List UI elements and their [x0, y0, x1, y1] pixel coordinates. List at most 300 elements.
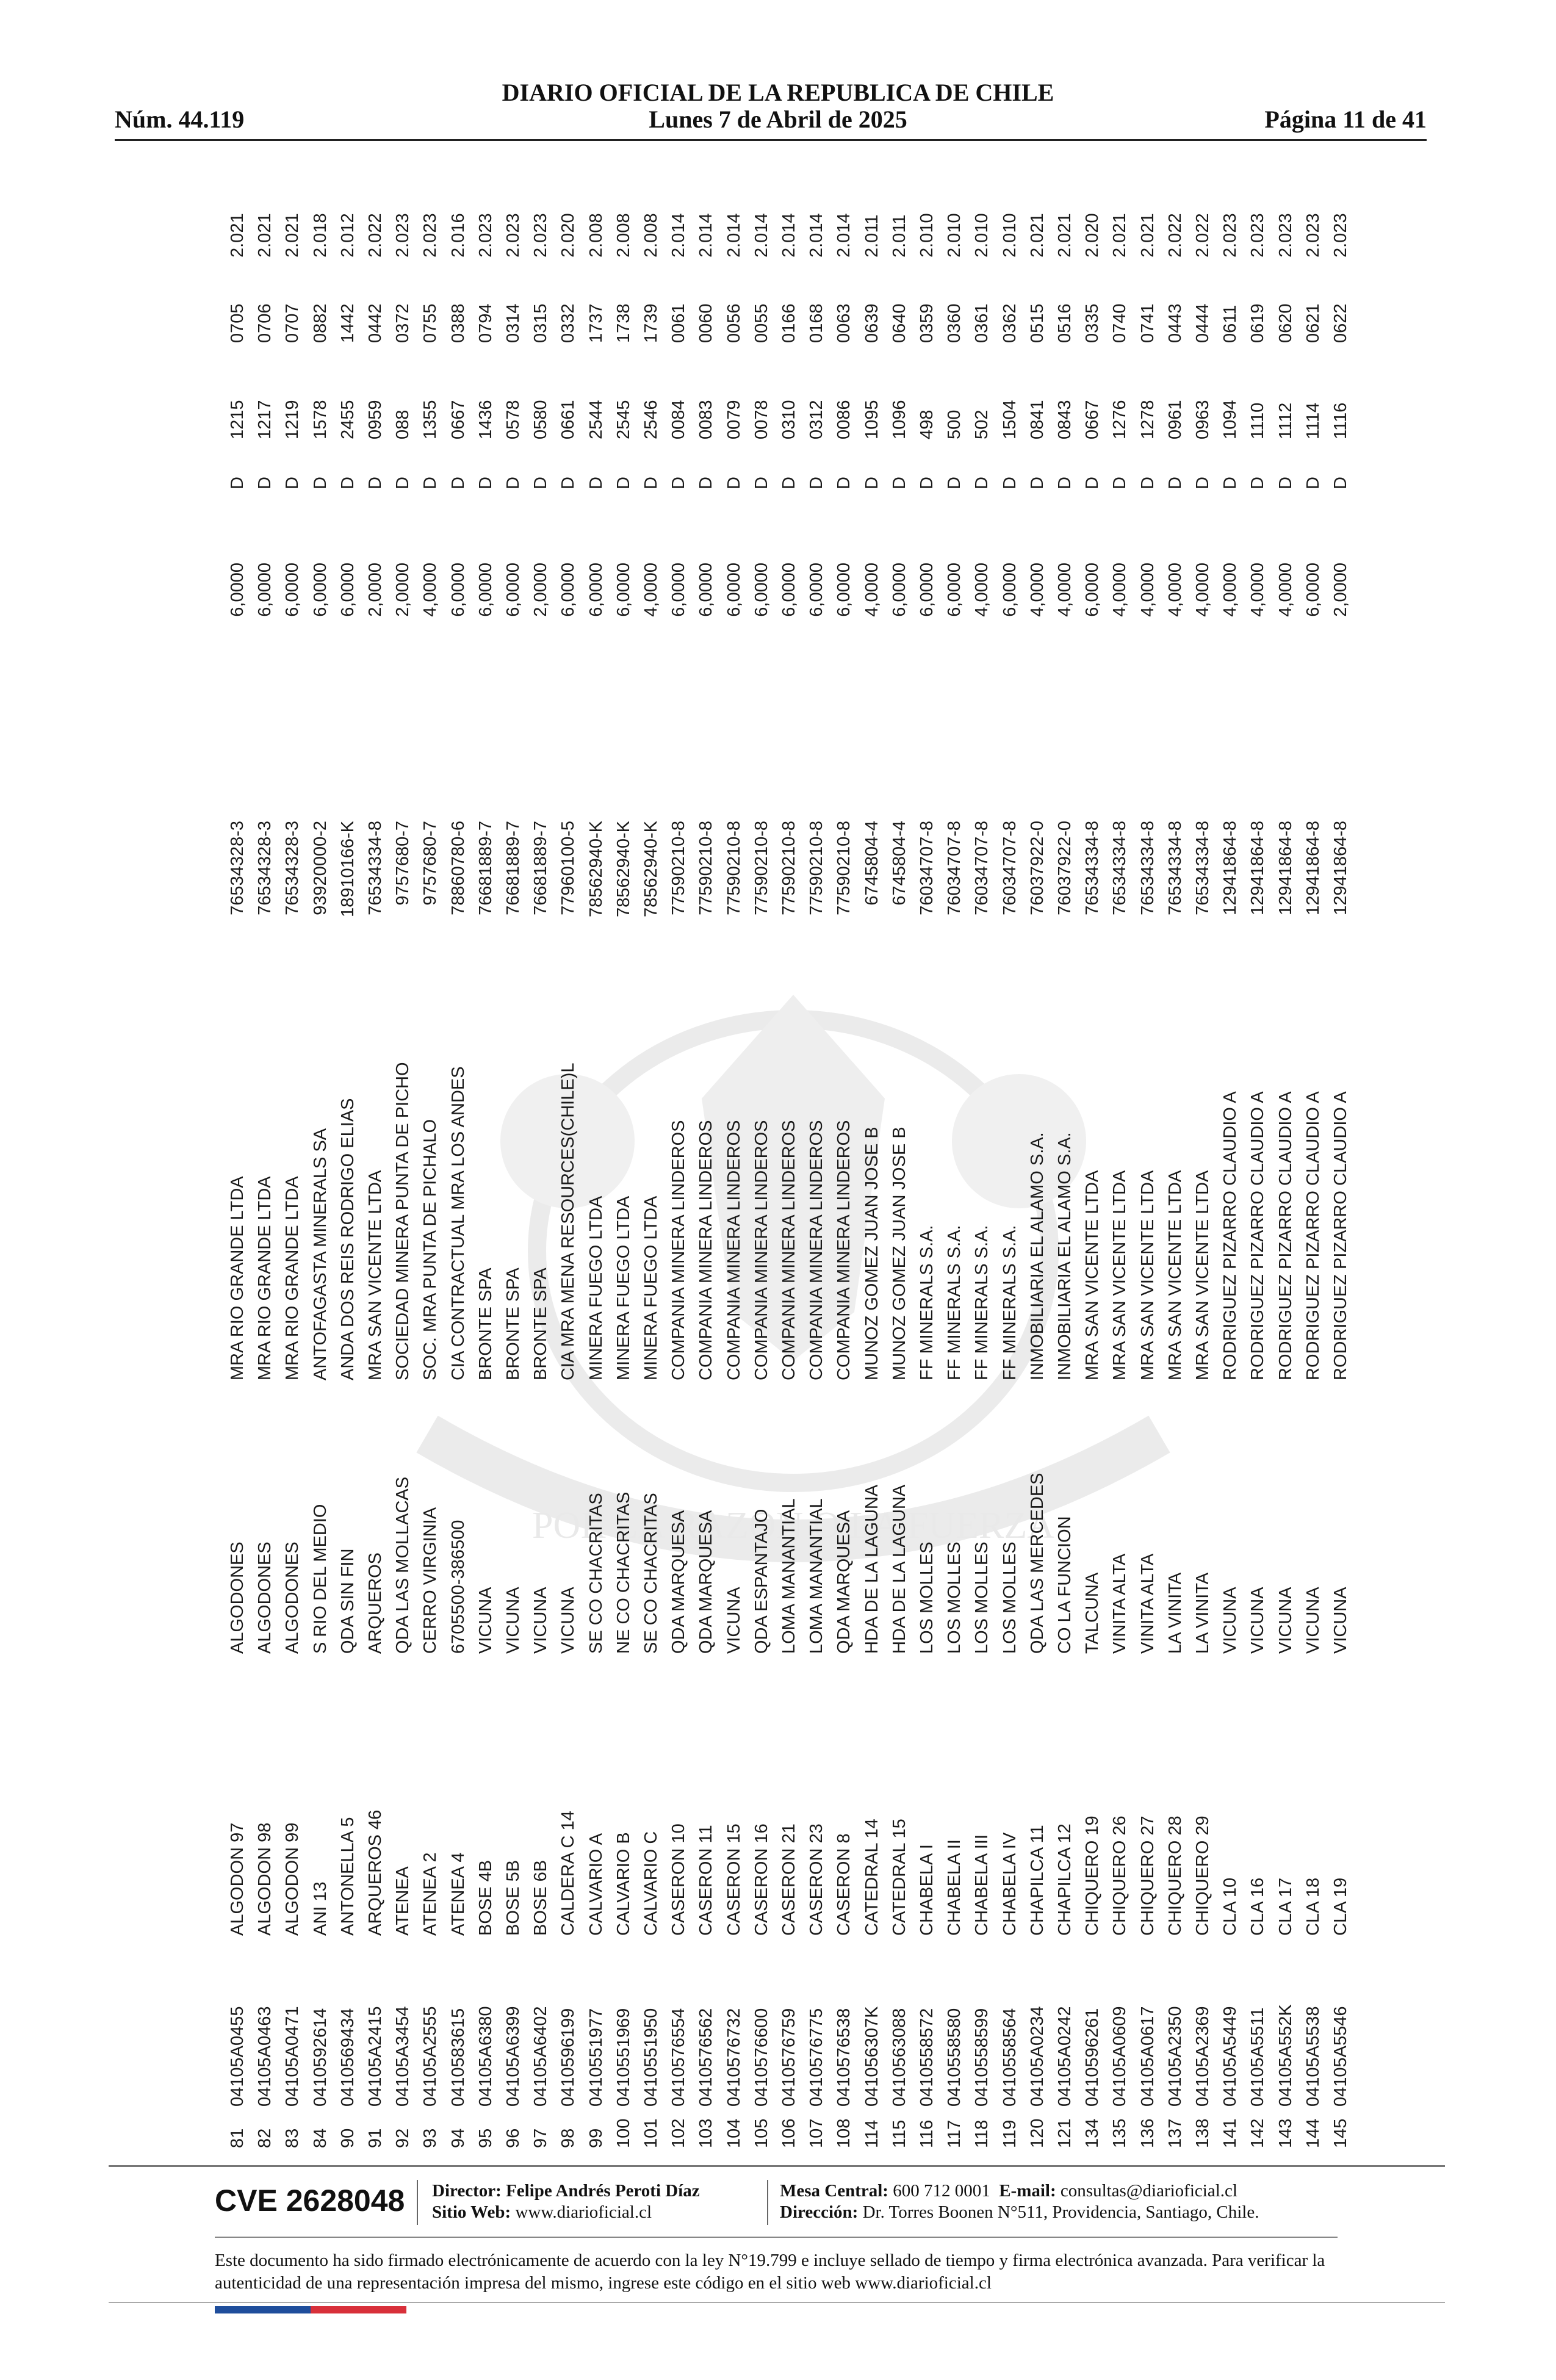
ref-b: 0444 [1193, 303, 1212, 343]
locality: VICUNA [531, 1587, 551, 1654]
row-number: 96 [503, 2128, 523, 2148]
rol-code: 041056307K [862, 2006, 882, 2107]
owner-name: FF MINERALS S.A. [945, 1225, 965, 1380]
amount: 4,0000 [862, 563, 882, 617]
locality: QDA MARQUESA [834, 1510, 854, 1654]
owner-name: FF MINERALS S.A. [972, 1225, 992, 1380]
table-row [1025, 204, 1051, 2148]
concession-name: CHIQUERO 28 [1165, 1816, 1185, 1936]
owner-rut: 76034707-8 [972, 821, 992, 915]
locality: QDA MARQUESA [696, 1510, 716, 1654]
ref-a: 1504 [1000, 400, 1020, 439]
owner-name: MRA RIO GRANDE LTDA [228, 1176, 247, 1380]
ref-a: 0078 [751, 400, 771, 439]
locality: LOS MOLLES [917, 1542, 937, 1654]
rol-code: 0410583615 [448, 2008, 468, 2107]
amount: 4,0000 [1248, 563, 1268, 617]
rol-code: 04105A6399 [503, 2006, 523, 2107]
ref-a: 1355 [420, 400, 441, 439]
ref-a: 0083 [696, 400, 716, 439]
owner-name: COMPANIA MINERA LINDEROS [807, 1120, 827, 1380]
owner-rut: 76534328-3 [255, 821, 275, 915]
row-number: 93 [420, 2128, 441, 2148]
footer-rule [109, 2302, 1445, 2303]
email-label: E-mail: [999, 2181, 1056, 2201]
rol-code: 04105A0234 [1027, 2006, 1047, 2107]
locality: SE CO CHACRITAS [586, 1493, 606, 1654]
ref-a: 0843 [1055, 400, 1075, 439]
ref-a: 0661 [558, 400, 578, 439]
owner-name: RODRIGUEZ PIZARRO CLAUDIO A [1275, 1091, 1295, 1380]
locality: LOMA MANANTIAL [807, 1498, 827, 1654]
concession-name: ALGODON 97 [228, 1822, 247, 1936]
amount: 4,0000 [1275, 563, 1295, 617]
ref-b: 0639 [862, 303, 882, 343]
rol-code: 04105A0455 [228, 2006, 247, 2107]
footer-contact [780, 2181, 1237, 2201]
owner-name: BRONTE SPA [503, 1268, 523, 1380]
concession-name: ATENEA [393, 1866, 413, 1936]
amount: 6,0000 [724, 563, 744, 617]
ref-a: 1116 [1331, 402, 1350, 439]
owner-name: INMOBILIARIA EL ALAMO S.A. [1055, 1132, 1075, 1380]
owner-name: BRONTE SPA [531, 1268, 551, 1380]
amount: 6,0000 [669, 563, 689, 617]
rol-code: 04105A6402 [531, 2006, 551, 2107]
header-page: Página 11 de 41 [1264, 106, 1427, 133]
ref-b: 0332 [558, 303, 578, 343]
year: 2.021 [283, 213, 303, 258]
owner-rut: 76034707-8 [917, 821, 937, 915]
amount: 6,0000 [448, 563, 468, 617]
rol-code: 04105A0242 [1055, 2006, 1075, 2107]
owner-rut: 12941864-8 [1303, 821, 1323, 915]
class-code: D [586, 477, 606, 489]
year: 2.014 [724, 213, 744, 258]
row-number: 138 [1193, 2118, 1212, 2148]
rol-code: 0410558572 [917, 2008, 937, 2107]
row-number: 116 [917, 2119, 937, 2148]
class-code: D [641, 477, 661, 489]
concession-name: CALDERA C 14 [558, 1811, 578, 1936]
year: 2.014 [807, 213, 827, 258]
amount: 6,0000 [751, 563, 771, 617]
owner-name: MUNOZ GOMEZ JUAN JOSE B [862, 1127, 882, 1380]
row-number: 134 [1082, 2118, 1103, 2148]
row-number: 120 [1027, 2118, 1047, 2148]
class-code: D [1000, 477, 1020, 489]
ref-b: 0056 [724, 303, 744, 343]
cve-code: CVE 2628048 [215, 2183, 405, 2218]
table-row [1300, 204, 1327, 2148]
rol-code: 0410576554 [669, 2008, 689, 2107]
row-number: 142 [1248, 2118, 1268, 2148]
class-code: D [1165, 477, 1185, 489]
rol-code: 0410596199 [558, 2008, 578, 2107]
concession-name: CHIQUERO 19 [1082, 1816, 1103, 1936]
rol-code: 0410576562 [696, 2008, 716, 2107]
ref-b: 1737 [586, 303, 606, 343]
rol-code: 0410576759 [779, 2008, 799, 2107]
owner-name: MRA SAN VICENTE LTDA [1110, 1170, 1130, 1380]
ref-b: 0359 [917, 303, 937, 343]
ref-b: 0640 [889, 303, 909, 343]
class-code: D [945, 477, 965, 489]
row-number: 102 [669, 2118, 689, 2148]
locality: QDA LAS MERCEDES [1027, 1473, 1047, 1654]
year: 2.020 [1082, 213, 1103, 258]
owner-rut: 76681889-7 [503, 821, 523, 915]
rol-code: 04105A2369 [1193, 2006, 1212, 2107]
year: 2.012 [337, 213, 358, 258]
amount: 4,0000 [1193, 563, 1212, 617]
amount: 6,0000 [255, 563, 275, 617]
owner-rut: 76534328-3 [228, 821, 247, 915]
table-row [528, 204, 555, 2148]
owner-name: RODRIGUEZ PIZARRO CLAUDIO A [1303, 1091, 1323, 1380]
ref-b: 0516 [1055, 303, 1075, 343]
class-code: D [310, 477, 330, 489]
locality: LOS MOLLES [945, 1542, 965, 1654]
class-code: D [1137, 477, 1158, 489]
owner-rut: 76534334-8 [366, 821, 385, 915]
row-number: 137 [1165, 2118, 1185, 2148]
owner-name: BRONTE SPA [475, 1268, 495, 1380]
ref-b: 0314 [503, 303, 523, 343]
header-date: Lunes 7 de Abril de 2025 [649, 106, 907, 133]
amount: 6,0000 [586, 563, 606, 617]
row-number: 108 [834, 2118, 854, 2148]
amount: 6,0000 [917, 563, 937, 617]
amount: 6,0000 [337, 563, 358, 617]
legal-notice: Este documento ha sido firmado electrónicamente de acuerdo con la ley N°19.799 e incluye sellado de tiempo y firma electrónica avanzada. Para verificar la autenticidad de una representación impresa del mismo, ingrese este código en el sitio web www.diarioficial.cl [215, 2251, 1325, 2293]
year: 2.016 [448, 213, 468, 258]
year: 2.023 [393, 213, 413, 258]
mesa-label: Mesa Central: [780, 2181, 888, 2201]
owner-rut: 77590210-8 [669, 821, 689, 915]
owner-name: MRA SAN VICENTE LTDA [1193, 1170, 1212, 1380]
amount: 4,0000 [420, 563, 441, 617]
owner-name: RODRIGUEZ PIZARRO CLAUDIO A [1331, 1091, 1350, 1380]
row-number: 119 [1000, 2119, 1020, 2148]
class-code: D [531, 477, 551, 489]
table-row [555, 204, 582, 2148]
owner-name: MUNOZ GOMEZ JUAN JOSE B [889, 1127, 909, 1380]
ref-b: 0443 [1165, 303, 1185, 343]
rol-code: 0410576600 [751, 2008, 771, 2107]
rol-code: 0410576775 [807, 2008, 827, 2107]
owner-rut: 78562940-K [586, 821, 606, 918]
locality: VICUNA [724, 1587, 744, 1654]
table-row [1245, 204, 1272, 2148]
year: 2.023 [531, 213, 551, 258]
amount: 4,0000 [641, 563, 661, 617]
locality: TALCUNA [1082, 1572, 1103, 1654]
year: 2.008 [586, 213, 606, 258]
amount: 6,0000 [807, 563, 827, 617]
table-row [1079, 204, 1106, 2148]
owner-name: FF MINERALS S.A. [917, 1225, 937, 1380]
year: 2.021 [228, 213, 247, 258]
amount: 6,0000 [889, 563, 909, 617]
locality: ALGODONES [228, 1542, 247, 1654]
header-title: DIARIO OFICIAL DE LA REPUBLICA DE CHILE [502, 79, 1054, 106]
class-code: D [1193, 477, 1212, 489]
ref-a: 498 [917, 409, 937, 439]
row-number: 117 [945, 2119, 965, 2148]
owner-name: CIA CONTRACTUAL MRA LOS ANDES [448, 1066, 468, 1380]
class-code: D [1055, 477, 1075, 489]
ref-b: 0335 [1082, 303, 1103, 343]
locality: QDA LAS MOLLACAS [393, 1476, 413, 1654]
concession-name: CLA 10 [1220, 1877, 1241, 1936]
class-code: D [779, 477, 799, 489]
table-row [473, 204, 500, 2148]
row-number: 90 [337, 2128, 358, 2148]
ref-b: 1738 [613, 303, 633, 343]
table-row [500, 204, 527, 2148]
locality: 6705500-386500 [448, 1520, 468, 1654]
row-number: 84 [310, 2128, 330, 2148]
class-code: D [1027, 477, 1047, 489]
amount: 6,0000 [945, 563, 965, 617]
concession-name: ALGODON 99 [283, 1822, 303, 1936]
owner-rut: 18910166-K [337, 821, 358, 918]
class-code: D [889, 477, 909, 489]
ref-b: 0388 [448, 303, 468, 343]
rol-code: 04105A0463 [255, 2006, 275, 2107]
ref-a: 1278 [1137, 400, 1158, 439]
mesa-phone: 600 712 0001 [893, 2181, 990, 2201]
class-code: D [1303, 477, 1323, 489]
table-row [1107, 204, 1134, 2148]
class-code: D [366, 477, 385, 489]
class-code: D [751, 477, 771, 489]
owner-rut: 6745804-4 [862, 821, 882, 906]
owner-rut: 76681889-7 [531, 821, 551, 915]
owner-rut: 76534334-8 [1082, 821, 1103, 915]
year: 2.014 [696, 213, 716, 258]
year: 2.021 [1027, 213, 1047, 258]
concession-name: CASERON 8 [834, 1833, 854, 1936]
owner-rut: 76037922-0 [1027, 821, 1047, 915]
amount: 4,0000 [1165, 563, 1185, 617]
row-number: 121 [1055, 2118, 1075, 2148]
amount: 6,0000 [1082, 563, 1103, 617]
year: 2.010 [1000, 213, 1020, 258]
owner-name: SOC. MRA PUNTA DE PICHALO [420, 1119, 441, 1380]
ref-b: 0794 [475, 303, 495, 343]
table-row [1190, 204, 1217, 2148]
class-code: D [807, 477, 827, 489]
concession-name: CASERON 21 [779, 1823, 799, 1936]
owner-name: COMPANIA MINERA LINDEROS [834, 1120, 854, 1380]
row-number: 141 [1220, 2118, 1241, 2148]
class-code: D [448, 477, 468, 489]
owner-rut: 76034707-8 [945, 821, 965, 915]
concession-name: CATEDRAL 15 [889, 1819, 909, 1936]
row-number: 99 [586, 2128, 606, 2148]
ref-a: 2546 [641, 400, 661, 439]
year: 2.023 [475, 213, 495, 258]
rol-code: 04105A5449 [1220, 2006, 1241, 2107]
ref-a: 0963 [1193, 400, 1212, 439]
table-row [611, 204, 638, 2148]
concession-name: CALVARIO B [613, 1832, 633, 1936]
locality: CO LA FUNCION [1055, 1516, 1075, 1654]
footer-director [432, 2181, 700, 2201]
watermark-motto: POR LA RAZON O LA FUERZA [531, 1505, 1055, 1546]
locality: SE CO CHACRITAS [641, 1493, 661, 1654]
owner-name: COMPANIA MINERA LINDEROS [669, 1120, 689, 1380]
rol-code: 04105A5538 [1303, 2006, 1323, 2107]
amount: 6,0000 [779, 563, 799, 617]
locality: HDA DE LA LAGUNA [889, 1484, 909, 1654]
amount: 6,0000 [834, 563, 854, 617]
amount: 4,0000 [1027, 563, 1047, 617]
class-code: D [475, 477, 495, 489]
year: 2.010 [945, 213, 965, 258]
rol-code: 0410592614 [310, 2008, 330, 2107]
table-row [638, 204, 665, 2148]
year: 2.010 [972, 213, 992, 258]
year: 2.022 [366, 213, 385, 258]
owner-rut: 77590210-8 [696, 821, 716, 915]
class-code: D [613, 477, 633, 489]
table-row [831, 204, 858, 2148]
row-number: 143 [1275, 2118, 1295, 2148]
locality: VICUNA [503, 1587, 523, 1654]
ref-b: 0061 [669, 303, 689, 343]
ref-b: 0166 [779, 303, 799, 343]
amount: 2,0000 [531, 563, 551, 617]
concession-name: CASERON 16 [751, 1823, 771, 1936]
owner-name: MRA SAN VICENTE LTDA [366, 1170, 385, 1380]
owner-rut: 76681889-7 [475, 821, 495, 915]
owner-rut: 6745804-4 [889, 821, 909, 906]
owner-rut: 77590210-8 [751, 821, 771, 915]
locality: S RIO DEL MEDIO [310, 1504, 330, 1654]
ref-b: 0611 [1220, 305, 1241, 343]
locality: HDA DE LA LAGUNA [862, 1484, 882, 1654]
table-row [445, 204, 472, 2148]
owner-name: COMPANIA MINERA LINDEROS [696, 1120, 716, 1380]
locality: CERRO VIRGINIA [420, 1507, 441, 1654]
header-number: Núm. 44.119 [115, 106, 245, 133]
locality: ALGODONES [255, 1542, 275, 1654]
owner-rut: 77590210-8 [807, 821, 827, 915]
owner-rut: 12941864-8 [1220, 821, 1241, 915]
footer-rule [215, 2237, 1338, 2238]
amount: 2,0000 [393, 563, 413, 617]
ref-b: 0372 [393, 303, 413, 343]
ref-a: 0086 [834, 400, 854, 439]
ref-b: 1442 [337, 303, 358, 343]
locality: ARQUEROS [366, 1552, 385, 1654]
table-row [1273, 204, 1300, 2148]
class-code: D [834, 477, 854, 489]
owner-rut: 76534334-8 [1165, 821, 1185, 915]
table-row [969, 204, 996, 2148]
ref-b: 0707 [283, 303, 303, 343]
rol-code: 04105A552K [1275, 2004, 1295, 2107]
amount: 4,0000 [1137, 563, 1158, 617]
concession-name: CATEDRAL 14 [862, 1819, 882, 1936]
owner-rut: 12941864-8 [1331, 821, 1350, 915]
year: 2.008 [613, 213, 633, 258]
amount: 4,0000 [1220, 563, 1241, 617]
row-number: 106 [779, 2118, 799, 2148]
site-url[interactable]: www.diarioficial.cl [515, 2202, 652, 2222]
class-code: D [255, 477, 275, 489]
table-row [749, 204, 776, 2148]
year: 2.021 [1137, 213, 1158, 258]
director-label: Director: [432, 2181, 502, 2201]
table-row [225, 204, 251, 2148]
ref-b: 0515 [1027, 303, 1047, 343]
flag-bar-red [311, 2306, 406, 2313]
ref-b: 0706 [255, 303, 275, 343]
table-row [362, 204, 389, 2148]
ref-a: 0578 [503, 400, 523, 439]
locality: LOMA MANANTIAL [779, 1498, 799, 1654]
owner-name: MINERA FUEGO LTDA [641, 1195, 661, 1380]
owner-name: RODRIGUEZ PIZARRO CLAUDIO A [1220, 1091, 1241, 1380]
amount: 4,0000 [972, 563, 992, 617]
year: 2.021 [255, 213, 275, 258]
amount: 6,0000 [696, 563, 716, 617]
owner-name: RODRIGUEZ PIZARRO CLAUDIO A [1248, 1091, 1268, 1380]
year: 2.023 [420, 213, 441, 258]
ref-a: 1094 [1220, 400, 1241, 439]
year: 2.023 [1303, 213, 1323, 258]
owner-name: CIA MRA MENA RESOURCES(CHILE)L [558, 1062, 578, 1380]
site-label: Sitio Web: [432, 2202, 511, 2222]
owner-rut: 12941864-8 [1248, 821, 1268, 915]
row-number: 104 [724, 2118, 744, 2148]
concession-name: BOSE 6B [531, 1859, 551, 1936]
rol-code: 04105A5511 [1248, 2007, 1268, 2107]
year: 2.010 [917, 213, 937, 258]
row-number: 114 [862, 2119, 882, 2148]
table-row [1052, 204, 1079, 2148]
ref-b: 0740 [1110, 303, 1130, 343]
ref-a: 0580 [531, 400, 551, 439]
row-number: 100 [613, 2118, 633, 2148]
rol-code: 0410576732 [724, 2008, 744, 2107]
ref-a: 2455 [337, 400, 358, 439]
ref-b: 0755 [420, 303, 441, 343]
table-row [1162, 204, 1189, 2148]
year: 2.023 [1331, 213, 1350, 258]
locality: LA VINITA [1165, 1572, 1185, 1654]
ref-b: 0882 [310, 303, 330, 343]
email-address[interactable]: consultas@diarioficial.cl [1060, 2181, 1237, 2201]
table-row [1328, 204, 1355, 2148]
rol-code: 04105A0617 [1137, 2006, 1158, 2107]
owner-name: INMOBILIARIA EL ALAMO S.A. [1027, 1132, 1047, 1380]
ref-a: 088 [393, 409, 413, 439]
row-number: 115 [889, 2119, 909, 2148]
owner-rut: 76534334-8 [1193, 821, 1212, 915]
ref-a: 0312 [807, 400, 827, 439]
class-code: D [283, 477, 303, 489]
row-number: 135 [1110, 2118, 1130, 2148]
owner-name: MINERA FUEGO LTDA [586, 1195, 606, 1380]
ref-b: 0622 [1331, 303, 1350, 343]
amount: 6,0000 [475, 563, 495, 617]
ref-b: 0060 [696, 303, 716, 343]
